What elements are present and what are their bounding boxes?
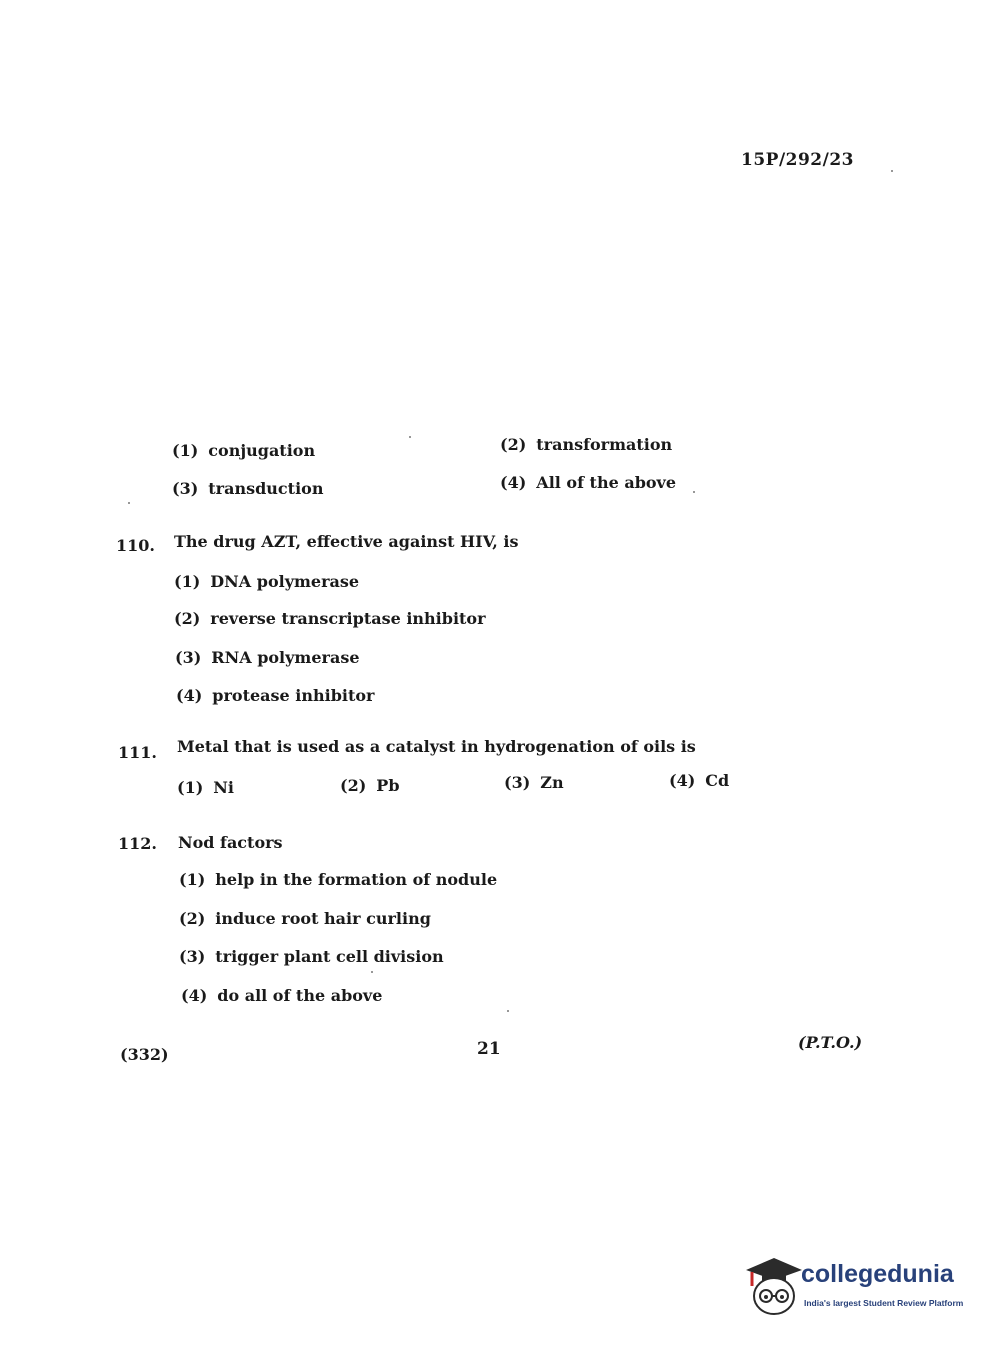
option-text: protease inhibitor: [212, 686, 375, 705]
option-text: induce root hair curling: [215, 909, 431, 928]
option-text: Pb: [376, 776, 400, 795]
option-number: (4): [500, 473, 527, 492]
option-number: (4): [176, 686, 203, 705]
option-number: (4): [669, 771, 696, 790]
prev-option-3: [172, 479, 323, 498]
q112-option-2: [179, 909, 431, 928]
q111-option-1: [177, 778, 234, 797]
q110-option-1: [174, 572, 359, 591]
q112-option-1: [179, 870, 497, 889]
option-number: (3): [179, 947, 206, 966]
page-number: 21: [477, 1039, 501, 1059]
pto-note: (P.T.O.): [798, 1033, 863, 1052]
option-text: Cd: [705, 771, 730, 790]
q110-option-3: [175, 648, 360, 667]
scan-speck: [507, 1010, 509, 1012]
logo-tagline: India's largest Student Review Platform: [804, 1298, 964, 1308]
paper-code: 15P/292/23: [741, 150, 855, 170]
question-text: Metal that is used as a catalyst in hydrogenation of oils is: [177, 737, 696, 756]
scan-speck: [371, 971, 373, 973]
q111-option-4: [669, 771, 729, 790]
option-number: (2): [179, 909, 206, 928]
option-text: DNA polymerase: [210, 572, 360, 591]
q111-option-2: [340, 776, 400, 795]
option-number: (1): [177, 778, 204, 797]
question-number: 110.: [116, 536, 155, 555]
option-number: (1): [179, 870, 206, 889]
option-number: (2): [340, 776, 367, 795]
option-number: (3): [504, 773, 531, 792]
q110-option-4: [176, 686, 374, 705]
option-number: (1): [174, 572, 201, 591]
scan-speck: [891, 170, 893, 172]
q110-option-2: [174, 609, 486, 628]
mascot-icon: [744, 1252, 804, 1322]
option-number: (2): [174, 609, 201, 628]
question-text: Nod factors: [178, 833, 283, 852]
logo-name: collegedunia: [801, 1260, 954, 1288]
option-text: trigger plant cell division: [215, 947, 444, 966]
option-number: (3): [175, 648, 202, 667]
option-number: (4): [181, 986, 208, 1005]
option-text: transformation: [536, 435, 673, 454]
option-text: reverse transcriptase inhibitor: [210, 609, 486, 628]
option-text: do all of the above: [217, 986, 383, 1005]
collegedunia-logo: [744, 1252, 974, 1322]
q111-option-3: [504, 773, 564, 792]
option-number: (2): [500, 435, 527, 454]
prev-option-4: [500, 473, 676, 492]
q112-option-4: [181, 986, 382, 1005]
question-text: The drug AZT, effective against HIV, is: [174, 532, 519, 551]
q112-option-3: [179, 947, 444, 966]
option-text: Zn: [540, 773, 564, 792]
option-number: (3): [172, 479, 199, 498]
scan-speck: [128, 502, 130, 504]
option-text: Ni: [213, 778, 234, 797]
prev-option-1: [172, 441, 315, 460]
scan-speck: [409, 436, 411, 438]
question-number: 111.: [118, 743, 157, 762]
option-text: All of the above: [536, 473, 677, 492]
booklet-code: (332): [120, 1045, 169, 1064]
option-text: conjugation: [208, 441, 316, 460]
question-number: 112.: [118, 834, 157, 853]
option-text: transduction: [208, 479, 324, 498]
option-text: help in the formation of nodule: [215, 870, 498, 889]
option-number: (1): [172, 441, 199, 460]
prev-option-2: [500, 435, 672, 454]
scan-speck: [693, 491, 695, 493]
option-text: RNA polymerase: [211, 648, 360, 667]
